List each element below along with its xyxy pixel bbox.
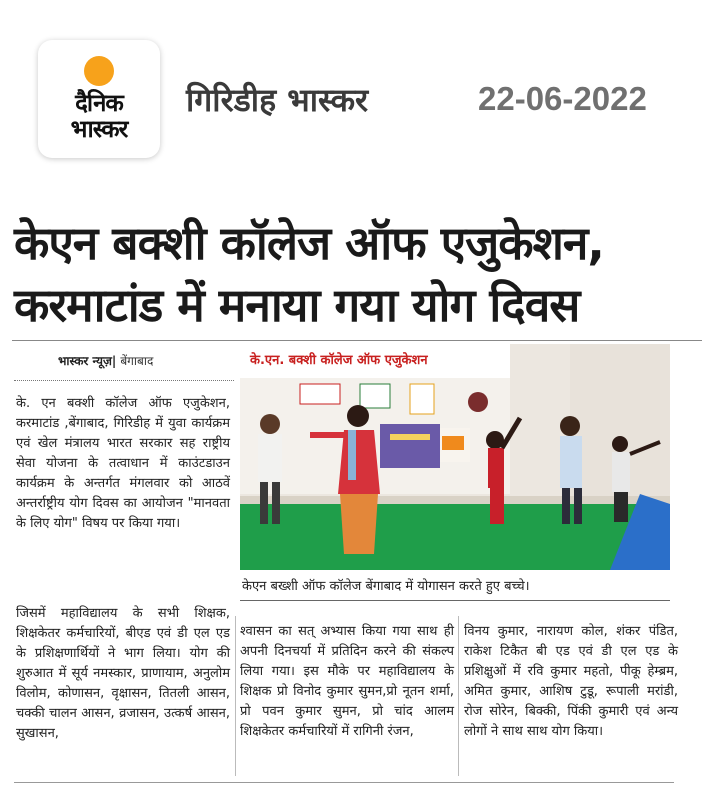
- yoga-event-photo: [240, 344, 670, 570]
- headline: [14, 212, 704, 336]
- byline-divider: [14, 380, 234, 381]
- article-column1-top: के. एन बक्शी कॉलेज ऑफ एजुकेशन, करमाटांड ,बेंगाबाद, गिरिडीह में युवा कार्यक्रम एवं खेल मंत्रालय भारत सरकार सह राष्ट्रीय सेवा योजना के तत्वाधान में काउंटडाउन कार्यक्रम के अन्तर्गत मंगलवार को आठवें अन्तर्राष्ट्रीय योग दिवस का आयोजन "मानवता के लिए योग" विषय पर किया गया।: [16, 396, 230, 531]
- headline-line1: केएन बक्शी कॉलेज ऑफ एजुकेशन,: [14, 216, 604, 270]
- headline-line2: करमाटांड में मनाया गया योग दिवस: [14, 278, 580, 332]
- byline-place: बेंगाबाद: [120, 354, 154, 368]
- article-column1-bottom: जिसमें महाविद्यालय के सभी शिक्षक, शिक्षकेतर कर्मचारियों, बीएड एवं डी एल एड के प्रशिक्षणार्थियों ने भाग लिया। योग की शुरुआत में सूर्य नमस्कार, प्राणायाम, अनुलोम विलोम, कोणासन, वृक्षासन, तितली आसन, चक्की चालन आसन, व्रजासन, उत्कर्ष आसन, सुखासन,: [16, 606, 230, 741]
- bottom-divider: [14, 782, 674, 783]
- publication-date: 22-06-2022: [478, 80, 647, 117]
- logo-sun-icon: [84, 56, 114, 86]
- column-divider: [458, 616, 459, 776]
- photo-caption: केएन बख्शी ऑफ कॉलेज बेंगाबाद में योगासन करते हुए बच्चे।: [242, 579, 530, 594]
- dainik-bhaskar-logo: [38, 40, 160, 158]
- column-divider: [235, 616, 236, 776]
- byline: [58, 352, 153, 369]
- headline-divider: [12, 340, 702, 341]
- edition-name: गिरिडीह भास्कर: [186, 81, 369, 119]
- logo-text-line2: भास्कर: [70, 115, 128, 143]
- article-column2: श्वासन का सत् अभ्यास किया गया साथ ही अपनी दिनचर्या में प्रतिदिन करने की संकल्प लिया गया। इस मौके पर महाविद्यालय के शिक्षक प्रो विनोद कुमार सुमन,प्रो नूतन शर्मा, प्रो पवन कुमार सुमन, प्रो चांद आलम शिक्षकेतर कर्मचारियों में रागिनी रंजन,: [240, 624, 454, 739]
- article-column3: विनय कुमार, नारायण कोल, शंकर पंडित, राकेश टिकैत बी एड एवं डी एल एड के प्रशिक्षुओं में रवि कुमार महतो, पीकू हेम्ब्रम, अमित कुमार, आशिष टुडू, रूपाली मरांडी, रोज सोरेन, बिक्की, पिंकी कुमारी एवं अन्य लोगों ने साथ साथ योग किया।: [464, 624, 678, 739]
- news-photo: [240, 344, 670, 570]
- logo-text-line1: दैनिक: [75, 89, 123, 117]
- caption-divider: [240, 600, 670, 601]
- byline-source: भास्कर न्यूज़|: [58, 354, 117, 368]
- photo-banner-text: के.एन. बक्शी कॉलेज ऑफ एजुकेशन: [250, 353, 428, 368]
